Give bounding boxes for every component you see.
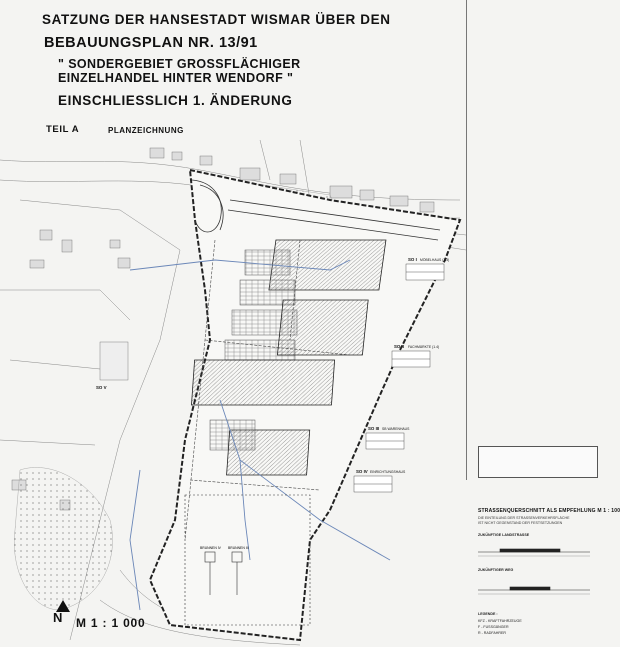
title-line-2: BEBAUUNGSPLAN NR. 13/91 xyxy=(44,35,258,51)
zone-so2-desc: FACHMÄRKTE (1.4) xyxy=(408,345,440,349)
section-subtitle-a: DIE EINTEILUNG DER STRASSENVERKEHRSFLÄCHE xyxy=(478,516,570,520)
section-subtitle-b: IST NICHT GEGENSTAND DER FESTSETZUNGEN xyxy=(478,521,563,525)
part-label: TEIL A xyxy=(46,124,80,135)
site-plan-drawing xyxy=(0,140,466,647)
well-label-a: BRUNNEN IV xyxy=(200,546,221,550)
plan-drawing-label: PLANZEICHNUNG xyxy=(108,126,184,135)
title-line-3 xyxy=(58,57,301,85)
road-1-label: ZUKÜNFTIGE LANDSTRASSE xyxy=(478,533,530,537)
zone-so1-desc: MÖBELHAUS (1.3) xyxy=(420,258,450,262)
legend-title: LEGENDE : xyxy=(478,612,498,616)
legend-item-3: R - RADFAHRER xyxy=(478,631,506,635)
title-line-4: EINSCHLIESSLICH 1. ÄNDERUNG xyxy=(58,93,293,108)
section-title: STRASSENQUERSCHNITT ALS EMPFEHLUNG M 1 : 100 xyxy=(478,508,620,514)
building-so4 xyxy=(227,430,310,475)
zone-so2-label: SO II xyxy=(394,344,405,349)
sheet-divider xyxy=(466,0,467,480)
zone-so5-label: SO V xyxy=(96,385,107,390)
zone-so4-desc: EINRICHTUNGSHAUS xyxy=(370,470,406,474)
zone-so3-desc: SB WARENHAUS xyxy=(382,427,410,431)
zone-so1-label: SO I xyxy=(408,257,417,262)
well-label-b: BRUNNEN III xyxy=(228,546,249,550)
zone-so3-label: SO III xyxy=(368,426,380,431)
north-label: N xyxy=(53,610,63,625)
title-line-1: SATZUNG DER HANSESTADT WISMAR ÜBER DEN xyxy=(42,12,391,27)
certification-box xyxy=(478,446,598,478)
street-section-diagrams xyxy=(470,540,598,620)
legend-item-2: F - FUSSGÄNGER xyxy=(478,625,509,629)
title-line-3a: " SONDERGEBIET GROSSFLÄCHIGER xyxy=(58,57,301,71)
zone-so4-label: SO IV xyxy=(356,469,368,474)
road-2-label: ZUKÜNFTIGER WEG xyxy=(478,568,514,572)
legend-item-1: KFZ - KRAFTFAHRZEUGE xyxy=(478,619,522,623)
scale-label: M 1 : 1 000 xyxy=(76,616,146,630)
building-so3 xyxy=(191,360,334,405)
title-line-3b: EINZELHANDEL HINTER WENDORF " xyxy=(58,71,294,85)
